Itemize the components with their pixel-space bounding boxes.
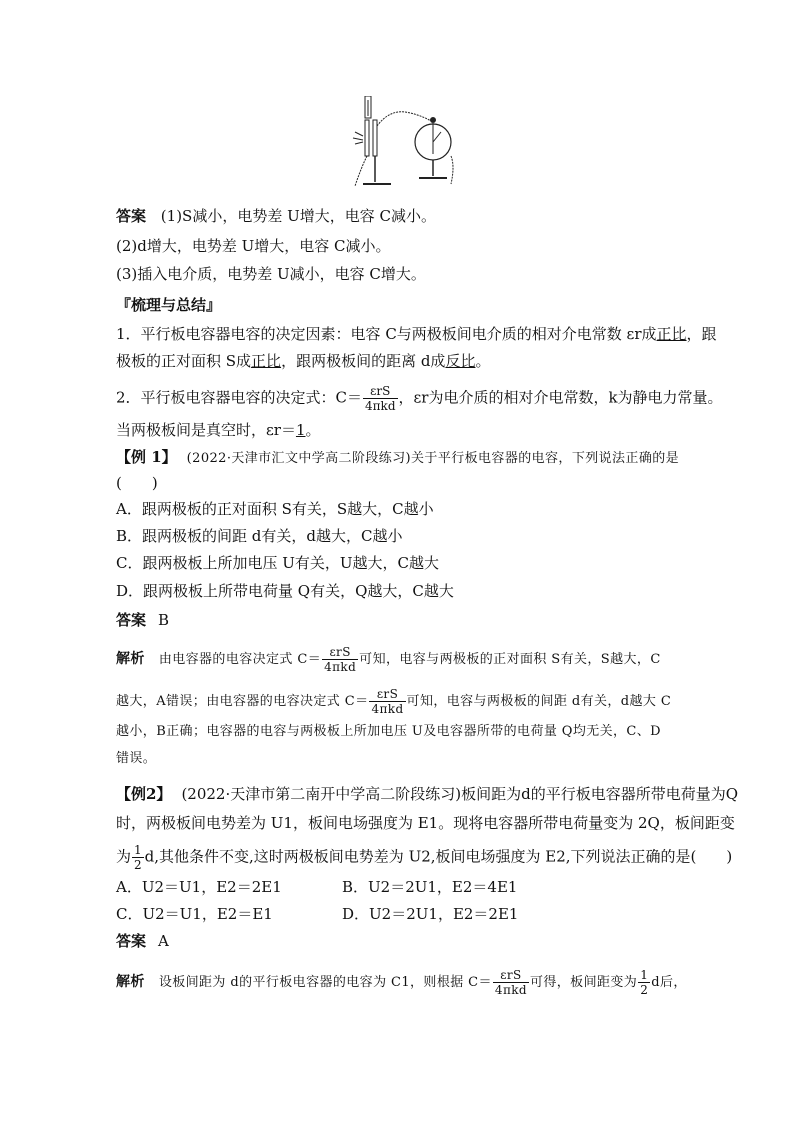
fraction-denominator: 2 (640, 983, 649, 997)
summary-point-2 (116, 384, 723, 413)
answer-line-2: (2)d增大，电势差 U增大，电容 C减小。 (116, 237, 391, 255)
summary-text: ，跟两极板间的距离 d成 (281, 352, 446, 370)
analysis-text: 可知，电容与两极板的正对面积 S有关，S越大，C (359, 652, 661, 667)
example-1-stem (116, 447, 679, 469)
analysis-text: 可知，电容与两极板的间距 d有关，d越大 C (406, 694, 672, 709)
summary-text: ，跟 (686, 325, 717, 343)
fraction-denominator: 4πkd (365, 399, 396, 413)
stem-text: d,其他条件不变,这时两极板间电势差为 U2,板间电场强度为 E2,下列说法正确的是( ) (144, 847, 733, 866)
fraction-numerator: 1 (134, 843, 142, 857)
example-1-analysis-line-4: 错误。 (116, 751, 157, 766)
underlined-answer: 反比 (445, 352, 476, 370)
half-fraction (132, 843, 144, 872)
analysis-label: 解析 (116, 974, 145, 990)
underlined-answer: 正比 (656, 325, 687, 343)
example-1-analysis-line-1 (116, 645, 661, 674)
example-tag: 【例 1】 (116, 448, 177, 466)
example-2-option-c: C．U2＝U1，E2＝E1 (116, 905, 273, 923)
fraction-numerator: εrS (369, 687, 405, 702)
example-1-option-d: D．跟两极板上所带电荷量 Q有关，Q越大，C越大 (116, 582, 454, 600)
example-1-answer (116, 610, 169, 630)
example-tag: 【例2】 (116, 785, 172, 803)
answer-value: A (158, 932, 169, 950)
fraction-numerator: εrS (322, 645, 358, 660)
example-2-stem-line-3 (116, 843, 732, 872)
summary-point-1-line-2 (116, 351, 490, 371)
summary-point-3 (116, 420, 321, 440)
formula-fraction (369, 687, 405, 716)
summary-title: 『梳理与总结』 (116, 296, 222, 314)
analysis-text: 设板间距为 d的平行板电容器的电容为 C1，则根据 C＝ (158, 975, 492, 990)
example-1-paren: ( ) (116, 474, 158, 492)
fraction-denominator: 4πkd (324, 660, 357, 674)
summary-text: 极板的正对面积 S成 (116, 352, 252, 370)
example-1-option-c: C．跟两极板上所加电压 U有关，U越大，C越大 (116, 554, 440, 572)
analysis-text: 由电容器的电容决定式 C＝ (158, 652, 322, 667)
answer-label: 答案 (116, 207, 147, 225)
answer-label: 答案 (116, 611, 147, 629)
fraction-denominator: 2 (134, 858, 142, 872)
example-2-options-row-2 (116, 903, 676, 924)
formula-fraction (363, 384, 397, 413)
example-2-answer (116, 931, 169, 951)
answer-text-1: (1)S减小，电势差 U增大，电容 C减小。 (160, 207, 436, 225)
answer-label: 答案 (116, 932, 147, 950)
analysis-label: 解析 (116, 651, 145, 667)
fraction-denominator: 4πkd (494, 983, 527, 997)
formula-fraction (493, 968, 529, 997)
underlined-answer: 正比 (251, 352, 282, 370)
example-stem: (2022·天津市汇文中学高二阶段练习)关于平行板电容器的电容，下列说法正确的是 (186, 451, 680, 466)
formula-fraction (322, 645, 358, 674)
example-2-stem-line-1 (116, 784, 738, 804)
example-2-option-b: B．U2＝2U1，E2＝4E1 (342, 878, 518, 896)
stem-text: 为 (116, 847, 132, 866)
example-1-analysis-line-2 (116, 687, 671, 716)
summary-text: 当两极板间是真空时，εr＝ (116, 421, 296, 439)
summary-text: 。 (475, 352, 491, 370)
example-2-option-d: D．U2＝2U1，E2＝2E1 (342, 905, 519, 923)
analysis-text: 越大，A错误；由电容器的电容决定式 C＝ (116, 694, 369, 709)
example-stem: (2022·天津市第二南开中学高二阶段练习)板间距为d的平行板电容器所带电荷量为Q (181, 785, 738, 803)
fraction-numerator: 1 (640, 968, 649, 982)
capacitor-electroscope-apparatus-icon (335, 96, 460, 196)
example-2-option-a: A．U2＝U1，E2＝2E1 (116, 878, 282, 896)
answer-line-3: (3)插入电介质，电势差 U减小，电容 C增大。 (116, 265, 426, 283)
answer-line-1 (116, 206, 436, 226)
summary-text: 1．平行板电容器电容的决定因素：电容 C与两极板间电介质的相对介电常数 εr成 (116, 325, 657, 343)
example-1-option-b: B．跟两极板的间距 d有关，d越大，C越小 (116, 527, 403, 545)
analysis-text: d后， (651, 975, 687, 990)
half-fraction (638, 968, 650, 997)
answer-value: B (158, 611, 170, 629)
analysis-text: 可得，板间距变为 (529, 975, 638, 990)
example-2-stem-line-2: 时，两极板间电势差为 U1，板间电场强度为 E1。现将电容器所带电荷量变为 2Q，板间距变 (116, 814, 735, 832)
example-2-options-row-1 (116, 876, 676, 897)
summary-text: 。 (305, 421, 321, 439)
fraction-denominator: 4πkd (371, 702, 404, 716)
summary-text: ，εr为电介质的相对介电常数，k为静电力常量。 (398, 388, 723, 407)
fraction-numerator: εrS (493, 968, 529, 983)
example-1-option-a: A．跟两极板的正对面积 S有关，S越大，C越小 (116, 500, 434, 518)
underlined-answer: 1 (295, 421, 306, 439)
example-2-analysis-line-1 (116, 968, 687, 997)
fraction-numerator: εrS (363, 384, 397, 399)
summary-point-1-line-1 (116, 324, 717, 344)
summary-text: 2．平行板电容器电容的决定式：C＝ (116, 388, 363, 407)
example-1-analysis-line-3: 越小，B正确；电容器的电容与两极板上所加电压 U及电容器所带的电荷量 Q均无关，C、D (116, 724, 662, 739)
